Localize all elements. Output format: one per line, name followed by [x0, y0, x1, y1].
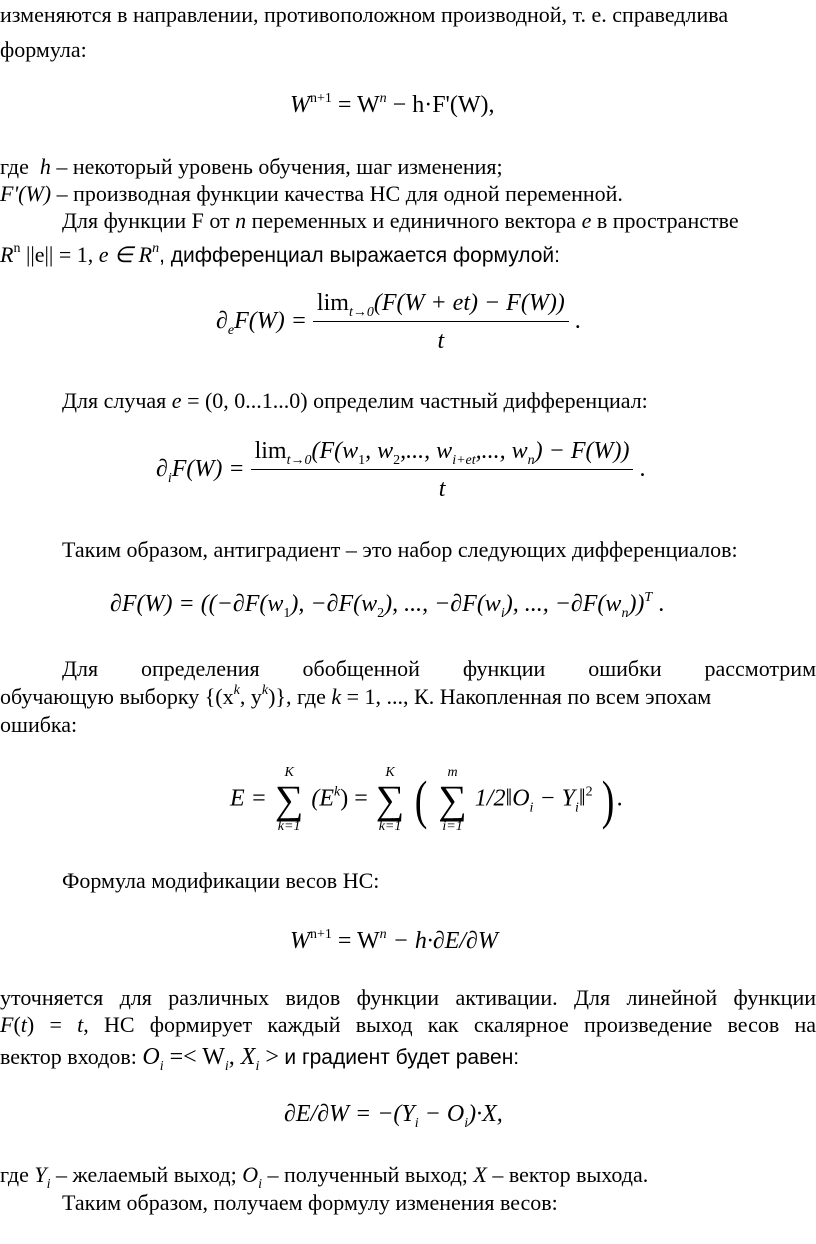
formula-2-fw: F(W) =: [234, 308, 307, 335]
formula-1-eq-w: = W: [337, 92, 380, 118]
text-line-16-b: – желаемый выход;: [56, 1162, 237, 1187]
text-line-7-a: Для случая: [62, 388, 167, 413]
sum-1-bot: k=1: [277, 819, 301, 834]
formula-3-sub: i: [167, 471, 172, 487]
formula-2-numerator: [313, 290, 569, 322]
text-line-10-a: обучающую выборку: [0, 684, 200, 709]
formula-5-ek-close: ) =: [340, 785, 368, 812]
formula-5-sq: 2: [585, 784, 593, 800]
formula-7-b: , X: [228, 1044, 256, 1070]
text-line-6-norm: ||e|| = 1,: [25, 242, 94, 267]
formula-5-minus: − Y: [539, 785, 575, 812]
formula-3-wn: n: [527, 453, 535, 468]
text-line-3-var: h: [39, 154, 51, 179]
sum-symbol-3: m ∑ i=1: [438, 765, 467, 834]
formula-2-den: t: [437, 328, 445, 354]
formula-3-w1: 1: [358, 453, 366, 468]
paragraph-line-1: [0, 2, 816, 28]
text-line-16-i1: i: [46, 1177, 51, 1192]
text-line-6-rsup: n: [13, 241, 21, 256]
paragraph-line-13: [0, 985, 816, 1011]
formula-2-fraction: [313, 290, 569, 355]
text-line-5-e: e: [581, 208, 592, 233]
text-line-14-a: ) =: [26, 1012, 62, 1037]
formula-3-dot: .: [639, 456, 646, 483]
formula-2-partial: ∂: [216, 308, 228, 335]
sum-3-top: m: [447, 765, 458, 780]
text-line-3-rest: – некоторый уровень обучения, шаг изменения;: [56, 154, 503, 179]
formula-7-i: i: [159, 1059, 164, 1074]
text-line-4-rest: – производная функции качества НС для одной переменной.: [56, 181, 623, 206]
formula-3-den: t: [438, 476, 446, 502]
formula-3-fw: F(W) =: [171, 456, 245, 483]
formula-8-a: ∂E/∂W = −(Y: [284, 1101, 415, 1127]
formula-3-num-c: ,..., w: [400, 438, 453, 464]
formula-4-d: ), ..., −∂F(w: [504, 591, 622, 617]
text-line-12: Формула модификации весов НС:: [62, 868, 380, 893]
formula-6-w: W: [290, 928, 310, 954]
text-line-14-t: t: [20, 1012, 27, 1037]
formula-5-body: 1/2‖O: [474, 785, 530, 812]
paragraph-line-17: [62, 1190, 816, 1216]
paragraph-line-5: [62, 208, 816, 234]
formula-2-sub: e: [227, 323, 235, 339]
formula-7-inline: [142, 1044, 279, 1074]
formula-7-xi: i: [255, 1059, 260, 1074]
text-line-1: изменяются в направлении, противоположном производной, т. е. справедлива: [0, 2, 729, 27]
formula-6-eq-w: = W: [337, 928, 380, 954]
text-line-5-mid: переменных и единичного вектора: [251, 208, 577, 233]
formula-1-rest: − h·F'(W),: [392, 92, 495, 118]
text-line-5-a: Для функции F от: [62, 208, 230, 233]
formula-3-numerator: [251, 438, 634, 470]
formula-8-i1: i: [414, 1116, 419, 1131]
sum-symbol-1: K ∑ k=1: [274, 765, 304, 834]
formula-5-e: E =: [230, 785, 267, 812]
formula-3-partial: ∂: [156, 456, 168, 483]
paragraph-line-14: F(t) = t, НС формирует каждый выход как скалярное произведение весов на: [0, 1012, 816, 1037]
formula-4-2: 2: [377, 606, 385, 621]
formula-directional-derivative: [216, 290, 581, 355]
text-line-7-b: = (0, 0...1...0) определим частный дифференциал:: [187, 388, 648, 413]
formula-5-yi: i: [574, 800, 579, 816]
formula-4-1: 1: [283, 606, 291, 621]
text-line-15-a: вектор входов:: [0, 1044, 137, 1069]
text-line-16-i2: i: [258, 1177, 262, 1192]
text-line-16-o: O: [242, 1162, 259, 1187]
text-line-17: Таким образом, получаем формулу изменения весов:: [62, 1190, 558, 1215]
paragraph-line-16: [0, 1162, 816, 1192]
paragraph-line-12: [62, 868, 816, 894]
text-line-14-b: t: [77, 1012, 84, 1037]
text-line-10-c: = 1, ..., К. Накопленная по всем эпохам: [346, 684, 712, 709]
formula-5-ek: (E: [311, 785, 335, 812]
formula-5-dot: .: [616, 785, 623, 812]
formula-5-ek-sup: k: [334, 784, 341, 800]
formula-3-num-b: , w: [365, 438, 394, 464]
sum-1-top: K: [284, 765, 294, 780]
formula-8-b: − O: [424, 1101, 465, 1127]
formula-weight-update-1: [290, 92, 495, 119]
text-line-6-r: R: [0, 242, 14, 267]
formula-weight-update-2: [290, 928, 498, 955]
formula-3-num-d: ,..., w: [475, 438, 528, 464]
text-line-14-f: F: [0, 1012, 14, 1037]
text-line-16-d: – вектор выхода.: [492, 1162, 649, 1187]
text-line-10-k2: k: [261, 683, 269, 698]
paragraph-line-11: [0, 712, 816, 738]
text-line-10-close: )},: [268, 684, 292, 709]
formula-2-lim: lim: [316, 290, 349, 316]
formula-4-b: ), −∂F(w: [290, 591, 378, 617]
formula-3-wi: i+et: [452, 453, 476, 468]
text-line-10-set: {(x: [204, 684, 234, 709]
formula-4-a: ∂F(W) = ((−∂F(w: [110, 591, 284, 617]
text-line-10-b: где: [296, 684, 326, 709]
formula-6-n: n: [379, 927, 387, 942]
formula-4-i: i: [500, 606, 505, 621]
formula-3-num-a: (F(w: [311, 438, 359, 464]
formula-6-n1: n+1: [310, 927, 332, 942]
formula-3-w2: 2: [393, 453, 401, 468]
formula-5-norm-close: ‖: [578, 785, 586, 812]
formula-gradient: [284, 1101, 503, 1131]
formula-2-num-rest: (F(W + et) − F(W)): [373, 290, 565, 316]
text-line-16-a: где: [0, 1162, 29, 1187]
paragraph-line-3: [0, 154, 816, 180]
paragraph-line-15: [0, 1044, 816, 1074]
sum-2-top: K: [385, 765, 395, 780]
formula-1-w: W: [290, 92, 310, 118]
text-line-5-n: n: [235, 208, 247, 233]
text-line-16-x: X: [473, 1162, 487, 1187]
text-line-16-c: – полученный выход;: [267, 1162, 468, 1187]
formula-4-n: n: [621, 606, 629, 621]
paragraph-line-4: [0, 181, 816, 207]
formula-2-denominator: [313, 322, 569, 355]
text-line-15-b: и градиент будет равен:: [284, 1046, 520, 1069]
formula-2-limsub: t→0: [348, 305, 374, 320]
text-line-4-var: F'(W): [0, 181, 52, 206]
formula-8-c: )·X,: [468, 1101, 503, 1127]
text-line-10-k1: k: [233, 683, 240, 698]
formula-1-sup-n1: n+1: [310, 91, 332, 106]
text-line-5-end: в пространстве: [596, 208, 739, 233]
text-line-10-comma: , y: [239, 684, 262, 709]
formula-total-error: E = K ∑ k=1 $(E^k)$ = K ∑ k=1 ( m ∑ i=1 $1/2‖O_i$ − $Y_i‖^2$ ) .: [230, 765, 623, 834]
paragraph-line-10: [0, 684, 816, 710]
formula-3-denominator: [251, 470, 634, 503]
formula-3-lim: lim: [254, 438, 287, 464]
paragraph-line-6: [0, 242, 816, 269]
text-line-7-e: e: [171, 388, 182, 413]
sum-2-bot: k=1: [378, 819, 402, 834]
text-line-2: формула:: [0, 37, 87, 62]
formula-1-sup-n: n: [379, 91, 387, 106]
text-line-6-in: e ∈ R: [98, 242, 153, 267]
paragraph-line-9: [62, 656, 816, 682]
formula-7-a: =< W: [169, 1044, 225, 1070]
text-line-14-c: , НС формирует каждый выход как скалярное произведение весов на: [83, 1012, 816, 1037]
text-line-9: Для определения обобщенной функции ошибки рассмотрим: [62, 656, 816, 681]
formula-4-e: )): [628, 591, 645, 617]
paragraph-line-8: [62, 537, 816, 563]
formula-2-dot: .: [574, 308, 581, 335]
paragraph-line-2: [0, 37, 816, 63]
text-line-16-y: Y: [34, 1162, 47, 1187]
sum-symbol-2: K ∑ k=1: [375, 765, 405, 834]
formula-4-c: ), ..., −∂F(w: [384, 591, 501, 617]
formula-partial-derivative: [156, 438, 645, 503]
formula-antigradient: [110, 590, 665, 621]
formula-8-i2: i: [464, 1116, 469, 1131]
formula-3-limsub: t→0: [286, 453, 312, 468]
text-line-8: Таким образом, антиградиент – это набор следующих дифференциалов:: [62, 537, 738, 562]
formula-7-c: >: [265, 1044, 279, 1070]
sum-3-bot: i=1: [442, 819, 463, 834]
text-line-6-text: , дифференциал выражается формулой:: [159, 244, 560, 267]
formula-4-dot: .: [658, 591, 665, 617]
formula-6-rest: − h·∂E/∂W: [392, 928, 498, 954]
text-line-10-k: k: [331, 684, 342, 709]
text-line-13: уточняется для различных видов функции активации. Для линейной функции: [0, 985, 816, 1010]
text-line-6-insup: n: [152, 241, 160, 256]
formula-3-fraction: [251, 438, 634, 503]
text-line-11: ошибка:: [0, 712, 78, 737]
formula-5-oi: i: [529, 800, 534, 816]
paragraph-line-7: [62, 388, 816, 414]
text-line-3-prefix: где: [0, 154, 29, 179]
formula-7-o: O: [142, 1044, 160, 1070]
formula-3-num-e: ) − F(W)): [534, 438, 630, 464]
formula-7-wi: i: [224, 1059, 229, 1074]
formula-4-t: T: [644, 590, 653, 605]
